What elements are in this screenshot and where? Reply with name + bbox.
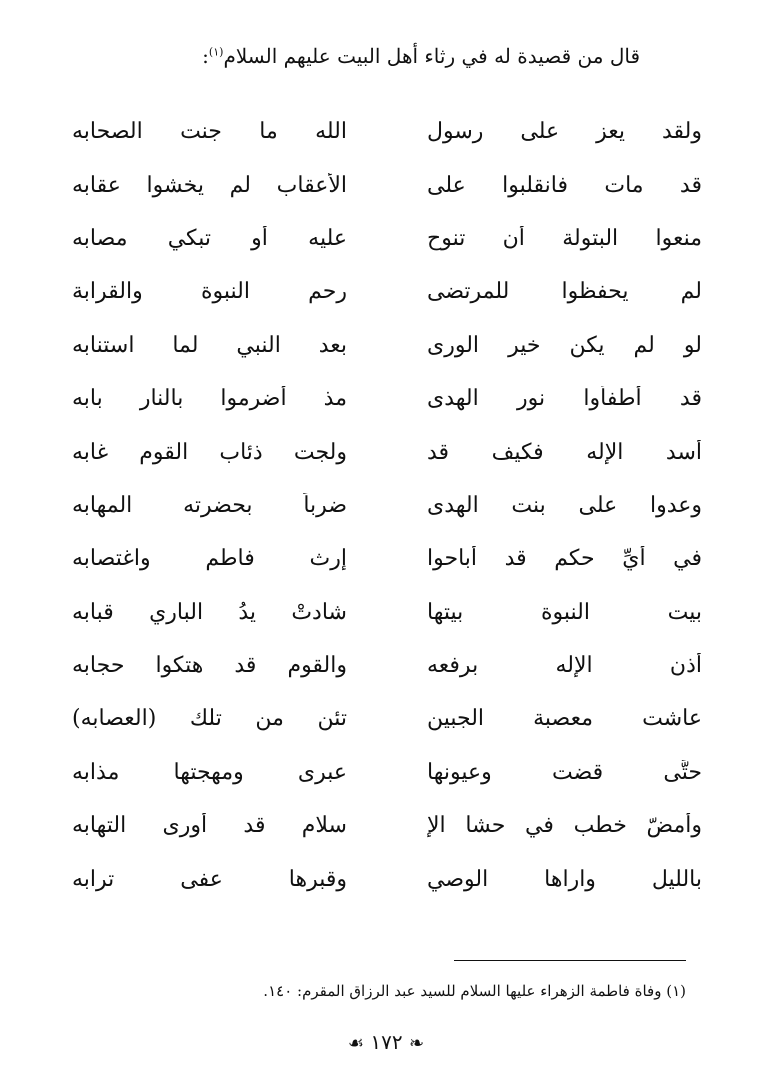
first-hemistich: لم يحفظوا للمرتضى <box>427 279 702 305</box>
second-hemistich: عليه أو تبكي مصابه <box>72 225 347 251</box>
first-hemistich: في أيِّ حكم قد أباحوا <box>427 546 702 572</box>
verse-line <box>72 212 702 265</box>
poem <box>72 105 702 906</box>
second-hemistich: ولجت ذئاب القوم غابه <box>72 439 347 465</box>
verse-line <box>72 799 702 852</box>
first-hemistich: وعدوا على بنت الهدى <box>427 492 702 518</box>
second-hemistich: ضرباً بحضرته المهابه <box>72 492 347 518</box>
verse-line <box>72 479 702 532</box>
verse-line <box>72 372 702 425</box>
first-hemistich: منعوا البتولة أن تنوح <box>427 225 702 251</box>
second-hemistich: الأعقاب لم يخشوا عقابه <box>72 172 347 198</box>
poem-intro <box>202 44 640 68</box>
first-hemistich: لو لم يكن خير الورى <box>427 332 702 358</box>
second-hemistich: رحم النبوة والقرابة <box>72 279 347 305</box>
verse-line <box>72 692 702 745</box>
verse-line <box>72 319 702 372</box>
second-hemistich: سلام قد أورى التهابه <box>72 813 347 839</box>
page-number <box>0 1030 772 1054</box>
first-hemistich: حتَّى قضت وعيونها <box>427 759 702 785</box>
second-hemistich: مذ أضرموا بالنار بابه <box>72 386 347 412</box>
second-hemistich: بعد النبي لما استنابه <box>72 332 347 358</box>
first-hemistich: بالليل واراها الوصي <box>427 866 702 892</box>
second-hemistich: عبرى ومهجتها مذابه <box>72 759 347 785</box>
verse-line <box>72 639 702 692</box>
first-hemistich: قد أطفأوا نور الهدى <box>427 386 702 412</box>
second-hemistich: شادتْ يدُ الباري قبابه <box>72 599 347 625</box>
first-hemistich: بيت النبوة بيتها <box>427 599 702 625</box>
verse-line <box>72 425 702 478</box>
verse-line <box>72 746 702 799</box>
second-hemistich: تئن من تلك (العصابه) <box>72 706 347 732</box>
right-ornament-icon: ❧ <box>409 1033 425 1054</box>
page-number-value: ١٧٢ <box>370 1030 403 1054</box>
second-hemistich: الله ما جنت الصحابه <box>72 119 347 145</box>
verse-line <box>72 852 702 905</box>
second-hemistich: والقوم قد هتكوا حجابه <box>72 653 347 679</box>
first-hemistich: وأمضّ خطب في حشا الإ <box>427 813 702 839</box>
first-hemistich: أذن الإله برفعه <box>427 653 702 679</box>
second-hemistich: وقبرها عفى ترابه <box>72 866 347 892</box>
first-hemistich: عاشت معصبة الجبين <box>427 706 702 732</box>
first-hemistich: قد مات فانقلبوا على <box>427 172 702 198</box>
footnote-divider <box>454 960 686 961</box>
footnote: (١) وفاة فاطمة الزهراء عليها السلام للسيد عبد الرزاق المقرم: ١٤٠. <box>263 982 686 1000</box>
first-hemistich: ولقد يعز على رسول <box>427 119 702 145</box>
verse-line <box>72 105 702 158</box>
verse-line <box>72 265 702 318</box>
intro-colon: : <box>202 44 209 68</box>
second-hemistich: إرث فاطم واغتصابه <box>72 546 347 572</box>
verse-line <box>72 586 702 639</box>
first-hemistich: أسد الإله فكيف قد <box>427 439 702 465</box>
left-ornament-icon: ☙ <box>347 1033 365 1054</box>
verse-line <box>72 532 702 585</box>
verse-line <box>72 158 702 211</box>
intro-text: قال من قصيدة له في رثاء أهل البيت عليهم السلام <box>223 44 640 68</box>
footnote-marker: (١) <box>208 45 224 59</box>
